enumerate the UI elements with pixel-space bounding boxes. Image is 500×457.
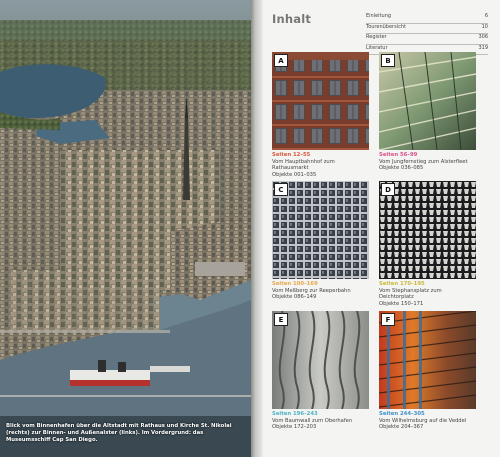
section-letter-badge: F [381, 313, 395, 326]
toc-row[interactable] [366, 24, 488, 35]
toc-label: Einleitung [366, 13, 392, 19]
section-b-photo [379, 52, 476, 150]
photo-caption: Blick vom Binnenhafen über die Altstadt mit Rathaus und Kirche St. Nikolai (rechts) zur Binnen- und Außenalster (links). Im Vordergrund: das Museumsschiff Cap San Diego. [6, 423, 232, 443]
section-objects: Objekte 036–085 [379, 165, 424, 172]
section-c[interactable] [272, 181, 369, 301]
section-f[interactable] [379, 311, 476, 431]
section-b[interactable] [379, 52, 476, 172]
section-page-range: Seiten 196–243 [272, 411, 318, 417]
gutter [251, 0, 263, 457]
section-objects: Objekte 172–203 [272, 424, 317, 431]
section-letter-badge: C [274, 183, 288, 196]
section-route: Vom Wilhelmsburg auf die Veddel [379, 418, 467, 424]
section-c-photo [272, 181, 369, 279]
toc-row[interactable] [366, 34, 488, 45]
section-page-range: Seiten 170–195 [379, 281, 425, 287]
section-route: Vom Stephansplatz zum Deichtorplatz [379, 288, 442, 301]
section-letter-badge: B [381, 54, 395, 67]
contents-page [263, 0, 500, 457]
page-title: Inhalt [272, 12, 312, 26]
toc-list [366, 13, 488, 55]
section-objects: Objekte 204–367 [379, 424, 424, 431]
section-e[interactable] [272, 311, 369, 431]
section-objects: Objekte 001–035 [272, 171, 317, 178]
section-page-range: Seiten 244–305 [379, 411, 425, 417]
toc-row[interactable] [366, 13, 488, 24]
section-objects: Objekte 150–171 [379, 300, 424, 307]
section-letter-badge: A [274, 54, 288, 67]
section-route: Vom Meßberg zur Reeperbahn [272, 288, 351, 294]
section-route: Vom Jungfernstieg zum Alsterfleet [379, 159, 468, 165]
section-letter-badge: E [274, 313, 288, 326]
section-page-range: Seiten 100–169 [272, 281, 318, 287]
toc-page: 6 [484, 13, 488, 19]
section-page-range: Seiten 56–99 [379, 152, 418, 158]
section-d[interactable] [379, 181, 476, 307]
toc-label: Literatur [366, 44, 388, 51]
section-letter-badge: D [381, 183, 395, 196]
section-route: Vom Hauptbahnhof zum Rathausmarkt [272, 159, 335, 172]
section-a-photo [272, 52, 369, 150]
toc-page: 10 [481, 23, 488, 30]
section-a[interactable] [272, 52, 369, 178]
section-objects: Objekte 086–149 [272, 294, 317, 301]
section-route: Vom Baumwall zum Oberhafen [272, 418, 353, 424]
section-f-photo [379, 311, 476, 409]
toc-page: 319 [478, 44, 488, 51]
section-e-photo [272, 311, 369, 409]
toc-page: 306 [478, 34, 488, 41]
section-d-photo [379, 181, 476, 279]
section-page-range: Seiten 12–55 [272, 152, 311, 158]
toc-label: Register [366, 34, 387, 41]
toc-label: Tourenübersicht [366, 23, 406, 30]
